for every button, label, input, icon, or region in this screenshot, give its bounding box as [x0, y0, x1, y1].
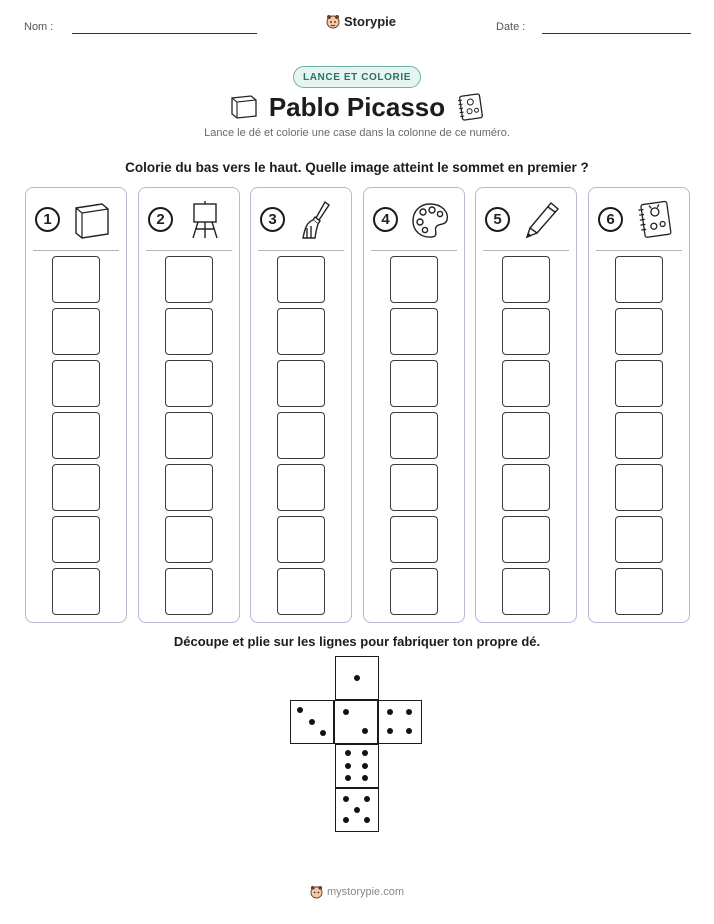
die-face-left: [290, 700, 334, 744]
column-2: [138, 187, 240, 623]
storypie-mascot-icon: [326, 14, 340, 29]
column-divider: [258, 250, 344, 251]
pencil-icon: [520, 198, 564, 242]
die-pip: [354, 807, 360, 813]
color-box[interactable]: [502, 516, 550, 563]
die-pip: [362, 775, 368, 781]
die-pip: [343, 796, 349, 802]
color-box[interactable]: [165, 360, 213, 407]
paintbrush-icon: [295, 198, 339, 242]
die-pip: [354, 675, 360, 681]
sketchbook-icon: [70, 198, 114, 242]
die-pip: [297, 707, 303, 713]
color-box[interactable]: [615, 308, 663, 355]
color-box[interactable]: [615, 568, 663, 615]
die-pip: [387, 709, 393, 715]
die-pip: [320, 730, 326, 736]
page-subtitle: Lance le dé et colorie une case dans la colonne de ce numéro.: [204, 127, 510, 139]
drawing-notebook-icon: [456, 92, 484, 122]
column-number: 4: [373, 207, 398, 232]
date-label: Date :: [496, 21, 526, 33]
color-box[interactable]: [390, 464, 438, 511]
color-box[interactable]: [390, 308, 438, 355]
die-face-right: [378, 700, 422, 744]
color-box[interactable]: [615, 412, 663, 459]
die-pip: [345, 775, 351, 781]
column-6: [588, 187, 690, 623]
die-pip: [345, 750, 351, 756]
column-number: 1: [35, 207, 60, 232]
color-box[interactable]: [165, 516, 213, 563]
die-pip: [406, 709, 412, 715]
die-face-lower: [335, 744, 379, 788]
name-label: Nom :: [24, 21, 54, 33]
brand-name: Storypie: [344, 14, 397, 29]
column-4: [363, 187, 465, 623]
color-box[interactable]: [502, 308, 550, 355]
brand-logo: [326, 14, 396, 29]
die-pip: [362, 763, 368, 769]
column-1: [25, 187, 127, 623]
color-box[interactable]: [502, 568, 550, 615]
page-title: Pablo Picasso: [268, 92, 446, 122]
column-divider: [596, 250, 682, 251]
footer-url: mystorypie.com: [326, 886, 405, 898]
column-divider: [146, 250, 232, 251]
color-box[interactable]: [277, 516, 325, 563]
color-box[interactable]: [165, 464, 213, 511]
column-number: 3: [260, 207, 285, 232]
column-number: 6: [598, 207, 623, 232]
column-3: [250, 187, 352, 623]
color-box[interactable]: [52, 256, 100, 303]
die-net: [290, 656, 424, 836]
color-box[interactable]: [615, 464, 663, 511]
easel-icon: [183, 198, 227, 242]
color-box[interactable]: [390, 256, 438, 303]
color-box[interactable]: [52, 412, 100, 459]
color-box[interactable]: [52, 308, 100, 355]
activity-badge: LANCE ET COLORIE: [293, 66, 421, 88]
color-box[interactable]: [390, 412, 438, 459]
color-box[interactable]: [165, 412, 213, 459]
die-pip: [345, 763, 351, 769]
color-box[interactable]: [502, 412, 550, 459]
die-face-center: [334, 700, 378, 744]
color-box[interactable]: [165, 256, 213, 303]
column-divider: [371, 250, 457, 251]
die-pip: [387, 728, 393, 734]
die-face-top: [335, 656, 379, 700]
column-number: 2: [148, 207, 173, 232]
date-line: [542, 33, 691, 34]
color-box[interactable]: [277, 412, 325, 459]
die-pip: [343, 709, 349, 715]
color-box[interactable]: [615, 516, 663, 563]
color-box[interactable]: [502, 360, 550, 407]
die-pip: [364, 796, 370, 802]
die-pip: [343, 817, 349, 823]
color-box[interactable]: [502, 256, 550, 303]
color-box[interactable]: [52, 360, 100, 407]
die-pip: [362, 750, 368, 756]
color-box[interactable]: [165, 308, 213, 355]
color-box[interactable]: [52, 568, 100, 615]
drawing-notebook-icon: [633, 198, 677, 242]
column-5: [475, 187, 577, 623]
color-box[interactable]: [615, 360, 663, 407]
color-box[interactable]: [52, 516, 100, 563]
palette-icon: [408, 198, 452, 242]
color-box[interactable]: [277, 568, 325, 615]
footer: [0, 885, 714, 899]
column-divider: [483, 250, 569, 251]
color-box[interactable]: [615, 256, 663, 303]
name-line: [72, 33, 257, 34]
color-box[interactable]: [277, 464, 325, 511]
color-box[interactable]: [277, 308, 325, 355]
die-pip: [406, 728, 412, 734]
column-divider: [33, 250, 119, 251]
die-pip: [309, 719, 315, 725]
column-number: 5: [485, 207, 510, 232]
die-pip: [362, 728, 368, 734]
color-box[interactable]: [390, 568, 438, 615]
color-box[interactable]: [277, 256, 325, 303]
color-box[interactable]: [390, 516, 438, 563]
color-box[interactable]: [390, 360, 438, 407]
game-instruction: Colorie du bas vers le haut. Quelle image atteint le sommet en premier ?: [125, 160, 589, 175]
color-box[interactable]: [502, 464, 550, 511]
cut-instruction: Découpe et plie sur les lignes pour fabriquer ton propre dé.: [173, 634, 541, 649]
color-box[interactable]: [52, 464, 100, 511]
die-face-bottom: [335, 788, 379, 832]
color-box[interactable]: [277, 360, 325, 407]
storypie-mascot-icon: [310, 885, 323, 899]
die-pip: [364, 817, 370, 823]
color-box[interactable]: [165, 568, 213, 615]
